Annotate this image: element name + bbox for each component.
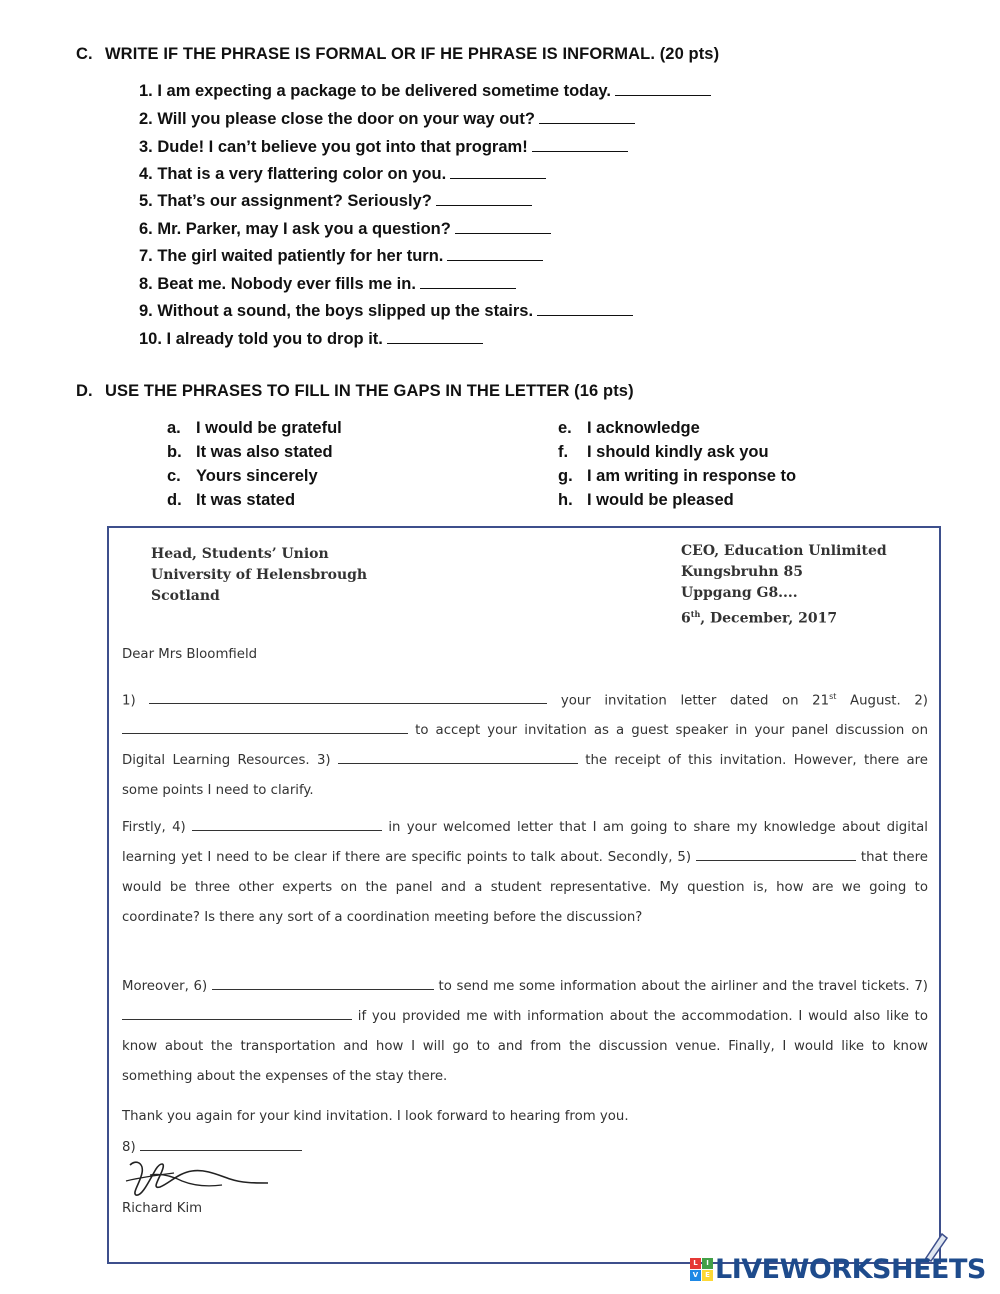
question-item: 10. I already told you to drop it. bbox=[139, 329, 483, 349]
letter-closing-gap-line: 8) bbox=[122, 1133, 928, 1163]
gap-6[interactable] bbox=[212, 977, 434, 990]
answer-blank[interactable] bbox=[387, 329, 483, 344]
letter-date: 6th, December, 2017 bbox=[681, 609, 838, 627]
question-item: 6. Mr. Parker, may I ask you a question? bbox=[139, 219, 551, 239]
gap-7[interactable] bbox=[122, 1007, 352, 1020]
answer-blank[interactable] bbox=[447, 246, 543, 261]
sender-address: Head, Students’ Union University of Helensbrough Scotland bbox=[151, 546, 368, 604]
question-item: 5. That’s our assignment? Seriously? bbox=[139, 191, 532, 211]
gap-8[interactable] bbox=[140, 1138, 302, 1151]
question-item: 4. That is a very flattering color on you. bbox=[139, 164, 546, 184]
letter-paragraph-2: Firstly, 4) in your welcomed letter that I am going to share my knowledge about digital learning yet I need to be clear if there are specific points to talk about. Secondly, 5) that there would be three other experts on the panel and a student representative. My question is, how are we going to coordinate? Is there any sort of a coordination meeting before the discussion? bbox=[122, 820, 928, 925]
answer-blank[interactable] bbox=[537, 301, 633, 316]
phrase-option: e. I acknowledge bbox=[558, 419, 700, 437]
answer-blank[interactable] bbox=[450, 164, 546, 179]
gap-3[interactable] bbox=[338, 751, 578, 764]
gap-5[interactable] bbox=[696, 848, 856, 861]
answer-blank[interactable] bbox=[420, 274, 516, 289]
phrase-option: h. I would be pleased bbox=[558, 491, 734, 509]
gap-2[interactable] bbox=[122, 721, 408, 734]
answer-blank[interactable] bbox=[539, 109, 635, 124]
question-item: 9. Without a sound, the boys slipped up the stairs. bbox=[139, 301, 633, 321]
recipient-address: CEO, Education Unlimited Kungsbruhn 85 Uppgang G8.... 6th, December, 2017 bbox=[681, 541, 887, 630]
section-d-title: D. USE THE PHRASES TO FILL IN THE GAPS IN THE LETTER (16 pts) bbox=[76, 382, 634, 400]
question-item: 7. The girl waited patiently for her turn. bbox=[139, 246, 543, 266]
phrase-option: g. I am writing in response to bbox=[558, 467, 797, 485]
letter-paragraph-3: Moreover, 6) to send me some information about the airliner and the travel tickets. 7) if you provided me with information about the accommodation. I would also like to know about the transportation and how I will go to and from the discussion venue. Finally, I would like to know something about the expenses of the stay there. bbox=[122, 979, 928, 1084]
letter-closing: Thank you again for your kind invitation. I look forward to hearing from you. bbox=[122, 1109, 629, 1124]
phrase-option: b. It was also stated bbox=[167, 443, 333, 461]
phrase-option: c. Yours sincerely bbox=[167, 467, 318, 485]
letter-paragraph-1: 1) your invitation letter dated on 21st August. 2) to accept your invitation as a guest speaker in your panel discussion on Digital Learning Resources. 3) the receipt of this invitation. However, there are some points I need to clarify. bbox=[122, 692, 928, 799]
question-item: 3. Dude! I can’t believe you got into that program! bbox=[139, 137, 628, 157]
answer-blank[interactable] bbox=[532, 137, 628, 152]
answer-blank[interactable] bbox=[455, 219, 551, 234]
phrase-option: d. It was stated bbox=[167, 491, 296, 509]
logo-blocks-icon: L I V E bbox=[690, 1258, 713, 1281]
letter-greeting: Dear Mrs Bloomfield bbox=[122, 647, 258, 662]
gap-1[interactable] bbox=[149, 691, 547, 704]
signature-image bbox=[122, 1153, 272, 1204]
liveworksheets-logo: L I V E LIVEWORKSHEETS bbox=[690, 1252, 986, 1286]
signature-name: Richard Kim bbox=[122, 1201, 203, 1216]
question-item: 8. Beat me. Nobody ever fills me in. bbox=[139, 274, 516, 294]
answer-blank[interactable] bbox=[436, 191, 532, 206]
section-c-title: C. WRITE IF THE PHRASE IS FORMAL OR IF HE PHRASE IS INFORMAL. (20 pts) bbox=[76, 45, 720, 63]
question-item: 2. Will you please close the door on your way out? bbox=[139, 109, 635, 129]
answer-blank[interactable] bbox=[615, 81, 711, 96]
phrase-option: a. I would be grateful bbox=[167, 419, 342, 437]
gap-4[interactable] bbox=[192, 818, 382, 831]
question-item: 1. I am expecting a package to be delivered sometime today. bbox=[139, 81, 711, 101]
phrase-option: f. I should kindly ask you bbox=[558, 443, 769, 461]
